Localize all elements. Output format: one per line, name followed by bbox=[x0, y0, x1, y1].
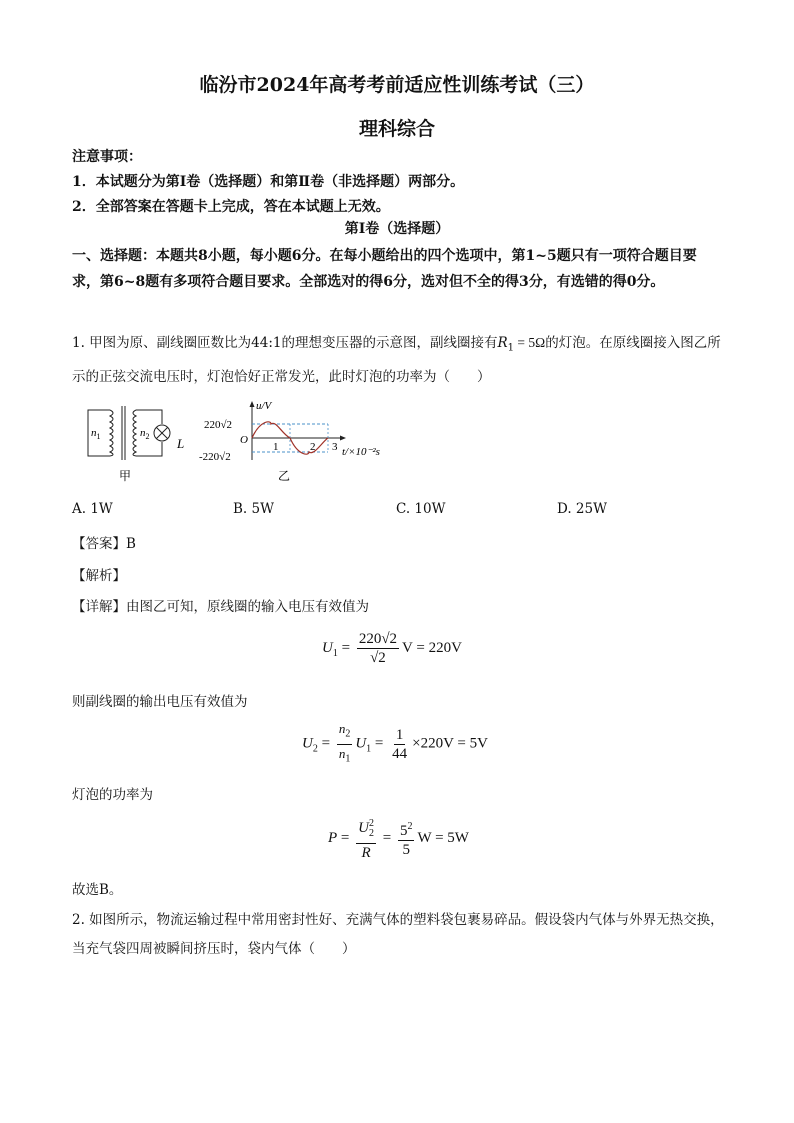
tick-label-2: 2 bbox=[310, 441, 316, 453]
equation-2: $U_2$ = $\frac{n_2}{n_1}$ $U_1$ = $\frac{1}{44}$ ×220V = 5V bbox=[302, 721, 488, 765]
notes-item-1: 1．本试题分为第Ⅰ卷（选择题）和第Ⅱ卷（非选择题）两部分。 bbox=[72, 174, 465, 190]
option-c: C. 10W bbox=[396, 501, 446, 517]
question-1-stem-b: 的灯泡。在原线圈接入图乙所示的正弦交流电压时，灯泡恰好正常发光，此时灯泡的功率为（ ） bbox=[72, 335, 721, 385]
question-1-figure bbox=[80, 398, 420, 488]
page-subtitle: 理科综合 bbox=[358, 118, 435, 140]
figure-caption-left: 甲 bbox=[119, 469, 132, 483]
option-d: D. 25W bbox=[557, 501, 607, 517]
resistor-value: = 5Ω bbox=[514, 335, 546, 350]
text-secondary-voltage: 则副线圈的输出电压有效值为 bbox=[72, 694, 248, 710]
figure-caption-right: 乙 bbox=[278, 469, 291, 483]
question-2-stem: 2. 如图所示，物流运输过程中常用密封性好、充满气体的塑料袋包裹易碎品。假设袋内气体与外界无热交换，当充气袋四周被瞬间挤压时，袋内气体（ ） bbox=[72, 912, 724, 957]
analysis-heading: 【解析】 bbox=[72, 568, 126, 584]
notes-item-2: 2．全部答案在答题卡上完成，答在本试题上无效。 bbox=[72, 199, 390, 215]
option-a: A. 1W bbox=[72, 501, 113, 517]
resistor-symbol: $R_1$ bbox=[497, 335, 515, 354]
detail-text: 【详解】由图乙可知，原线圈的输入电压有效值为 bbox=[72, 599, 369, 615]
negative-peak-label: -220√2 bbox=[199, 451, 231, 463]
text-lamp-power: 灯泡的功率为 bbox=[72, 787, 153, 803]
option-b: B. 5W bbox=[233, 501, 274, 517]
origin-label: O bbox=[240, 434, 248, 446]
conclusion-text: 故选B。 bbox=[72, 882, 123, 898]
lamp-icon bbox=[154, 425, 170, 441]
equation-3: P = $\frac{U^2_2}{R}$ = $\frac{5^2}{5}$ W = 5W bbox=[328, 815, 469, 862]
notes-heading: 注意事项： bbox=[72, 149, 142, 165]
y-axis-label: u/V bbox=[256, 400, 272, 412]
x-axis-label: t/×10⁻²s bbox=[342, 446, 380, 458]
lamp-label: L bbox=[177, 436, 185, 451]
page-title: 临汾市2024年高考考前适应性训练考试（三） bbox=[199, 74, 595, 96]
equation-1: $U_1$ = $\frac{220√2}{√2}$ V = 220V bbox=[322, 631, 462, 666]
n2-label: $n_2$ bbox=[140, 427, 150, 441]
tick-label-3: 3 bbox=[332, 441, 338, 453]
answer-line: 【答案】B bbox=[72, 536, 136, 552]
section-intro: 一、选择题：本题共8小题，每小题6分。在每小题给出的四个选项中，第1~5题只有一项符合题目要求，第6~8题有多项符合题目要求。全部选对的得6分，选对但不全的得3分，有选错的得0分。 bbox=[72, 248, 697, 290]
tick-label-1: 1 bbox=[273, 441, 279, 453]
question-1-stem-a: 1. 甲图为原、副线圈匝数比为44:1的理想变压器的示意图，副线圈接有 bbox=[72, 335, 498, 351]
section-heading: 第Ⅰ卷（选择题） bbox=[344, 221, 450, 237]
positive-peak-label: 220√2 bbox=[204, 419, 233, 431]
question-1-stem bbox=[72, 328, 724, 392]
n1-label: $n_1$ bbox=[91, 427, 101, 441]
